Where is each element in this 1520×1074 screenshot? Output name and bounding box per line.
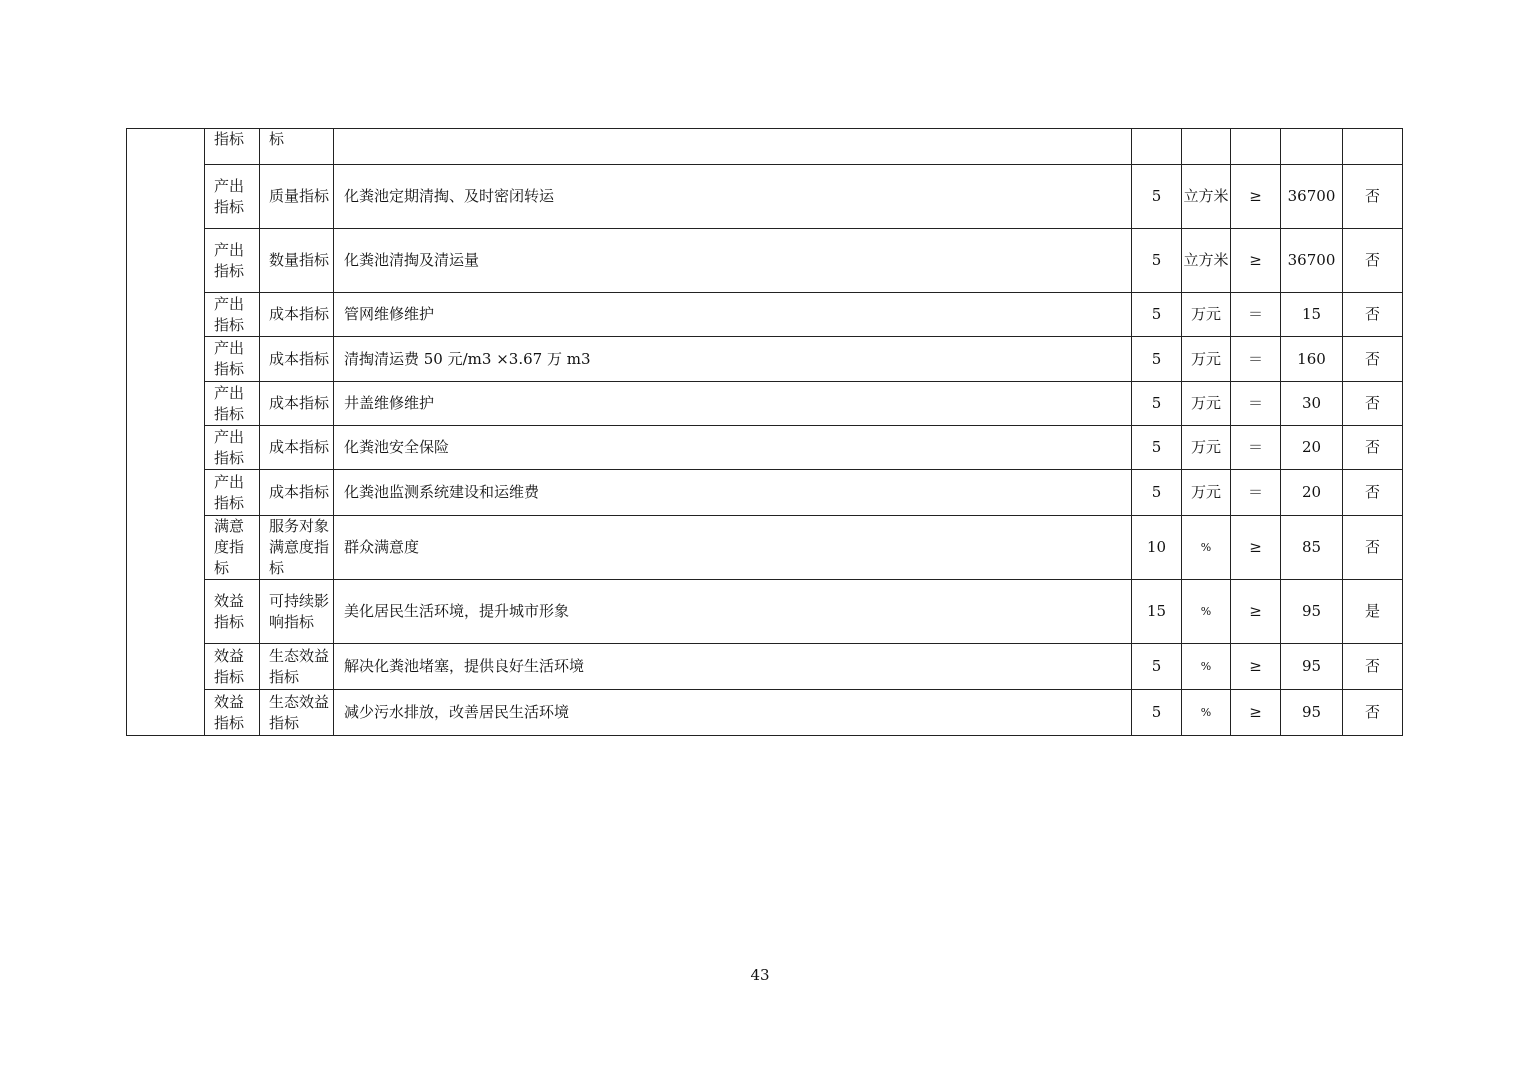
indicator-core-flag-text: 否	[1364, 305, 1380, 323]
indicator-category-text: 效益指标	[214, 646, 245, 686]
indicator-target-value-text: 85	[1301, 538, 1322, 556]
indicator-unit-text: 万元	[1190, 394, 1221, 412]
indicator-core-flag-text: 否	[1364, 349, 1380, 368]
indicator-score-text: 5	[1151, 187, 1162, 205]
table-body	[127, 129, 1403, 736]
indicator-core-flag-cell	[1343, 293, 1403, 337]
indicator-subcategory-cell	[260, 470, 334, 516]
indicator-category-text: 产出指标	[214, 176, 245, 216]
indicator-target-value-cell	[1281, 690, 1343, 736]
indicator-unit-text: 万元	[1190, 483, 1221, 501]
indicator-operator-text: ＝	[1247, 305, 1263, 323]
indicator-category-text: 产出指标	[214, 472, 245, 512]
indicator-unit-cell	[1182, 165, 1231, 229]
indicator-category-cell	[205, 337, 260, 382]
indicator-unit-text: %	[1200, 706, 1212, 719]
indicator-score-text: 5	[1151, 703, 1162, 721]
indicator-category-cell	[205, 293, 260, 337]
table-row	[127, 644, 1403, 690]
indicator-category-text: 产出指标	[214, 339, 245, 378]
indicator-name-cell	[334, 293, 1132, 337]
indicator-name-cell	[334, 165, 1132, 229]
indicator-subcategory-cell	[260, 690, 334, 736]
indicator-unit-text: %	[1200, 541, 1212, 554]
indicator-subcategory-text: 可持续影响指标	[269, 591, 330, 631]
indicator-core-flag-text: 否	[1364, 483, 1380, 501]
table-row	[127, 516, 1403, 580]
indicator-category-text: 产出指标	[214, 294, 245, 334]
indicator-name-cell	[334, 382, 1132, 426]
indicator-name-text: 管网维修维护	[344, 305, 435, 323]
indicator-target-value-text: 30	[1301, 394, 1322, 412]
indicator-subcategory-text: 生态效益指标	[269, 646, 330, 686]
table-row	[127, 229, 1403, 293]
indicator-core-flag-text: 否	[1364, 187, 1380, 205]
indicator-target-value-text: 36700	[1287, 251, 1336, 269]
indicator-operator-cell	[1231, 644, 1281, 690]
indicator-subcategory-text: 成本指标	[269, 349, 330, 368]
indicator-operator-cell	[1231, 470, 1281, 516]
indicator-unit-cell	[1182, 337, 1231, 382]
indicator-target-value-text: 20	[1301, 438, 1322, 456]
indicator-unit-text: 立方米	[1183, 251, 1229, 269]
indicator-category-text: 产出指标	[214, 240, 245, 280]
indicator-score-text: 5	[1151, 251, 1162, 269]
indicator-subcategory-cell	[260, 644, 334, 690]
indicator-unit-cell	[1182, 293, 1231, 337]
indicator-name-cell	[334, 426, 1132, 470]
indicator-unit-text: %	[1200, 605, 1212, 618]
page-number: 43	[750, 966, 770, 984]
indicator-unit-cell	[1182, 580, 1231, 644]
indicator-category-cell	[205, 129, 260, 165]
indicator-unit-text: 立方米	[1183, 187, 1229, 205]
merged-blank-cell	[127, 129, 205, 736]
indicator-name-cell	[334, 470, 1132, 516]
indicator-name-text: 减少污水排放，改善居民生活环境	[344, 703, 570, 721]
indicator-subcategory-cell	[260, 382, 334, 426]
indicator-category-text: 指标	[214, 130, 245, 148]
indicator-target-value-text: 95	[1301, 657, 1322, 675]
indicator-unit-cell	[1182, 229, 1231, 293]
indicator-category-cell	[205, 382, 260, 426]
table-row	[127, 426, 1403, 470]
indicator-target-value-cell	[1281, 382, 1343, 426]
indicator-subcategory-cell	[260, 129, 334, 165]
indicator-name-text: 解决化粪池堵塞，提供良好生活环境	[344, 657, 585, 675]
indicator-category-text: 效益指标	[214, 591, 245, 631]
indicator-category-cell	[205, 516, 260, 580]
indicator-core-flag-cell	[1343, 129, 1403, 165]
indicator-core-flag-text: 否	[1364, 438, 1380, 456]
indicator-subcategory-cell	[260, 337, 334, 382]
indicator-subcategory-text: 质量指标	[269, 187, 330, 205]
indicator-core-flag-cell	[1343, 229, 1403, 293]
indicator-score-cell	[1132, 165, 1182, 229]
indicator-name-cell	[334, 580, 1132, 644]
indicator-name-text: 美化居民生活环境，提升城市形象	[344, 602, 570, 620]
indicator-category-text: 效益指标	[214, 692, 245, 732]
indicator-subcategory-text: 成本指标	[269, 394, 330, 412]
indicator-unit-cell	[1182, 644, 1231, 690]
indicator-score-cell	[1132, 293, 1182, 337]
indicator-name-text: 化粪池安全保险	[344, 438, 450, 456]
indicator-target-value-text: 95	[1301, 602, 1322, 620]
indicator-subcategory-text: 服务对象满意度指标	[269, 517, 330, 577]
performance-indicator-table	[126, 128, 1403, 736]
indicator-score-cell	[1132, 516, 1182, 580]
indicator-subcategory-text: 生态效益指标	[269, 692, 330, 732]
indicator-operator-cell	[1231, 516, 1281, 580]
indicator-category-cell	[205, 690, 260, 736]
indicator-operator-text: ＝	[1247, 394, 1263, 412]
indicator-unit-cell	[1182, 516, 1231, 580]
indicator-core-flag-cell	[1343, 426, 1403, 470]
indicator-core-flag-text: 否	[1364, 538, 1380, 556]
indicator-subcategory-cell	[260, 516, 334, 580]
indicator-category-cell	[205, 470, 260, 516]
indicator-category-text: 产出指标	[214, 427, 245, 467]
indicator-target-value-text: 160	[1297, 349, 1326, 368]
indicator-unit-cell	[1182, 382, 1231, 426]
indicator-operator-cell	[1231, 382, 1281, 426]
indicator-name-cell	[334, 229, 1132, 293]
indicator-core-flag-cell	[1343, 644, 1403, 690]
indicator-name-text: 清掏清运费 50 元/m3 ×3.67 万 m3	[344, 349, 591, 368]
indicator-target-value-cell	[1281, 516, 1343, 580]
indicator-target-value-cell	[1281, 426, 1343, 470]
indicator-score-cell	[1132, 580, 1182, 644]
indicator-score-cell	[1132, 382, 1182, 426]
indicator-core-flag-text: 否	[1364, 394, 1380, 412]
indicator-core-flag-cell	[1343, 382, 1403, 426]
indicator-score-cell	[1132, 129, 1182, 165]
indicator-score-cell	[1132, 690, 1182, 736]
indicator-score-text: 5	[1151, 305, 1162, 323]
indicator-operator-text: ＝	[1247, 349, 1263, 368]
indicator-operator-text: ＝	[1247, 483, 1263, 501]
indicator-score-text: 5	[1151, 483, 1162, 501]
table-row	[127, 580, 1403, 644]
indicator-unit-text: 万元	[1190, 305, 1221, 323]
table-row	[127, 382, 1403, 426]
indicator-score-cell	[1132, 229, 1182, 293]
indicator-core-flag-cell	[1343, 337, 1403, 382]
indicator-core-flag-cell	[1343, 516, 1403, 580]
indicator-target-value-cell	[1281, 644, 1343, 690]
indicator-name-cell	[334, 129, 1132, 165]
indicator-operator-cell	[1231, 229, 1281, 293]
indicator-score-text: 15	[1146, 602, 1167, 620]
indicator-subcategory-text: 成本指标	[269, 305, 330, 323]
indicator-core-flag-cell	[1343, 165, 1403, 229]
indicator-operator-text: ＝	[1247, 438, 1263, 456]
table-row	[127, 129, 1403, 165]
indicator-core-flag-text: 否	[1364, 703, 1380, 721]
indicator-target-value-cell	[1281, 337, 1343, 382]
indicator-target-value-text: 15	[1301, 305, 1322, 323]
indicator-subcategory-cell	[260, 165, 334, 229]
indicator-score-cell	[1132, 470, 1182, 516]
indicator-name-cell	[334, 516, 1132, 580]
indicator-operator-text: ≥	[1249, 602, 1262, 620]
indicator-operator-text: ≥	[1249, 538, 1262, 556]
indicator-name-cell	[334, 690, 1132, 736]
indicator-name-cell	[334, 337, 1132, 382]
indicator-unit-cell	[1182, 690, 1231, 736]
indicator-target-value-cell	[1281, 580, 1343, 644]
indicator-operator-text: ≥	[1249, 187, 1262, 205]
indicator-operator-cell	[1231, 426, 1281, 470]
indicator-subcategory-cell	[260, 293, 334, 337]
indicator-category-text: 满意度指标	[214, 517, 245, 577]
indicator-category-cell	[205, 229, 260, 293]
indicator-subcategory-cell	[260, 580, 334, 644]
indicator-name-text: 化粪池监测系统建设和运维费	[344, 483, 540, 501]
table-row	[127, 165, 1403, 229]
indicator-subcategory-text: 成本指标	[269, 438, 330, 456]
indicator-target-value-cell	[1281, 293, 1343, 337]
indicator-unit-text: 万元	[1190, 438, 1221, 456]
indicator-score-text: 5	[1151, 394, 1162, 412]
indicator-core-flag-text: 否	[1364, 251, 1380, 269]
indicator-unit-cell	[1182, 470, 1231, 516]
indicator-operator-text: ≥	[1249, 251, 1262, 269]
indicator-unit-cell	[1182, 129, 1231, 165]
indicator-target-value-cell	[1281, 165, 1343, 229]
indicator-score-text: 5	[1151, 657, 1162, 675]
indicator-target-value-cell	[1281, 129, 1343, 165]
indicator-target-value-text: 20	[1301, 483, 1322, 501]
indicator-operator-text: ≥	[1249, 657, 1262, 675]
indicator-core-flag-cell	[1343, 580, 1403, 644]
indicator-unit-text: %	[1200, 660, 1212, 673]
indicator-subcategory-text: 成本指标	[269, 483, 330, 501]
indicator-name-text: 群众满意度	[344, 538, 420, 556]
indicator-score-text: 5	[1151, 438, 1162, 456]
indicator-category-cell	[205, 426, 260, 470]
indicator-category-cell	[205, 644, 260, 690]
indicator-operator-cell	[1231, 580, 1281, 644]
indicator-operator-cell	[1231, 337, 1281, 382]
indicator-operator-cell	[1231, 129, 1281, 165]
indicator-unit-text: 万元	[1190, 349, 1221, 368]
indicator-core-flag-cell	[1343, 470, 1403, 516]
indicator-category-text: 产出指标	[214, 383, 245, 423]
indicator-subcategory-text: 数量指标	[269, 251, 330, 269]
table-row	[127, 293, 1403, 337]
indicator-target-value-cell	[1281, 470, 1343, 516]
indicator-core-flag-cell	[1343, 690, 1403, 736]
indicator-unit-cell	[1182, 426, 1231, 470]
indicator-core-flag-text: 否	[1364, 657, 1380, 675]
indicator-name-cell	[334, 644, 1132, 690]
table-row	[127, 337, 1403, 382]
indicator-subcategory-cell	[260, 426, 334, 470]
indicator-category-cell	[205, 580, 260, 644]
indicator-score-cell	[1132, 644, 1182, 690]
table-row	[127, 470, 1403, 516]
indicator-operator-cell	[1231, 690, 1281, 736]
indicator-core-flag-text: 是	[1364, 602, 1380, 620]
indicator-score-cell	[1132, 426, 1182, 470]
indicator-operator-cell	[1231, 165, 1281, 229]
indicator-category-cell	[205, 165, 260, 229]
indicator-name-text: 化粪池定期清掏、及时密闭转运	[344, 187, 555, 205]
indicator-name-text: 井盖维修维护	[344, 394, 435, 412]
indicator-score-text: 5	[1151, 349, 1162, 368]
indicator-name-text: 化粪池清掏及清运量	[344, 251, 480, 269]
indicator-operator-cell	[1231, 293, 1281, 337]
indicator-target-value-text: 95	[1301, 703, 1322, 721]
table-row	[127, 690, 1403, 736]
indicator-subcategory-cell	[260, 229, 334, 293]
indicator-target-value-cell	[1281, 229, 1343, 293]
indicator-score-text: 10	[1146, 538, 1167, 556]
indicator-target-value-text: 36700	[1287, 187, 1336, 205]
indicator-subcategory-text: 标	[269, 130, 285, 148]
indicator-score-cell	[1132, 337, 1182, 382]
indicator-operator-text: ≥	[1249, 703, 1262, 721]
